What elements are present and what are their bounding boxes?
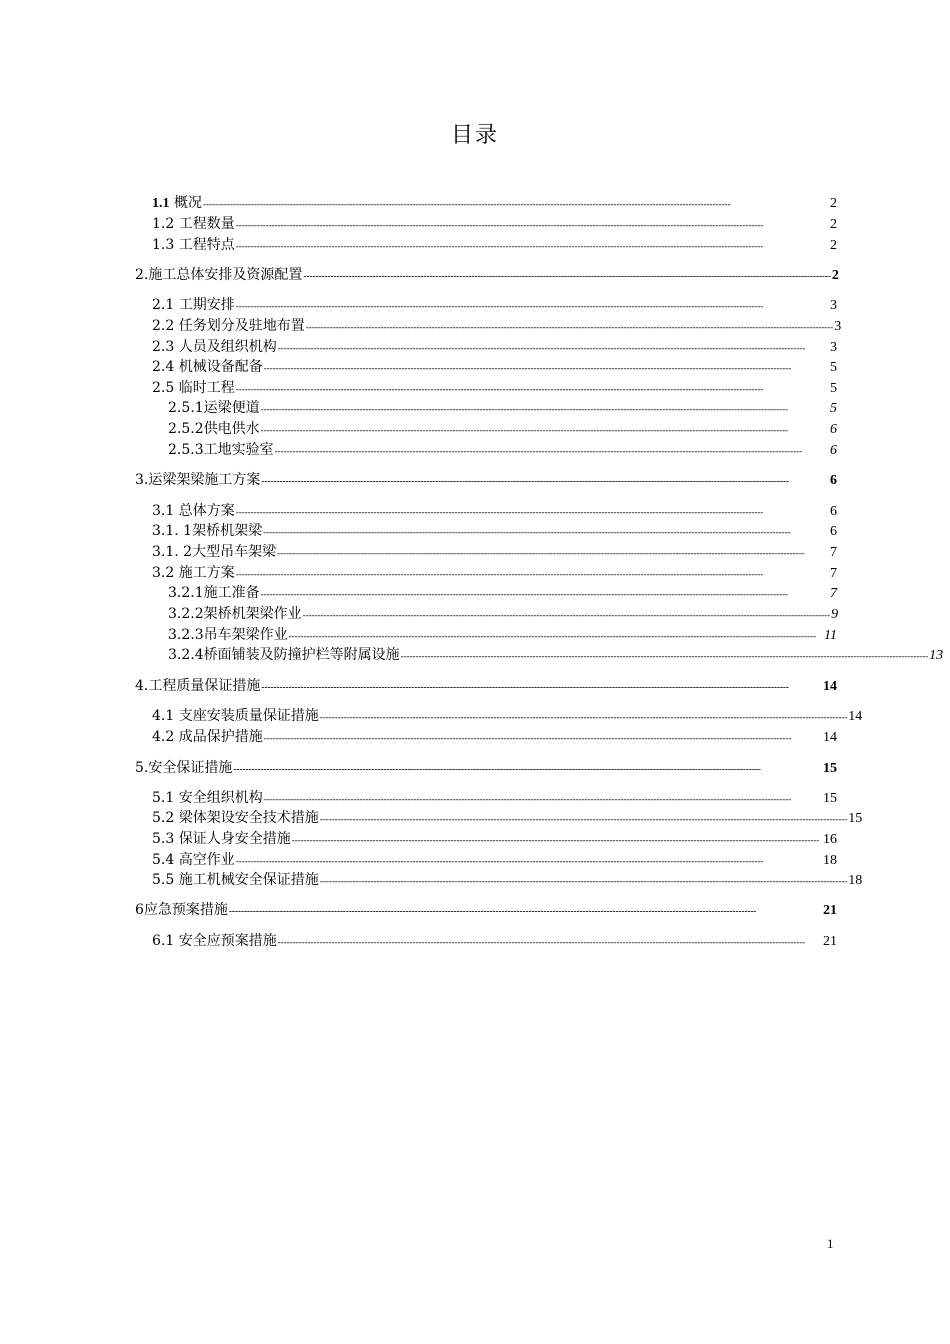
dot-leader: -------------------------------------------------------------------------------------------------------------------------------------------------------------------------------- [277, 548, 805, 558]
toc-entry[interactable] [168, 646, 944, 664]
toc-entry-label: 1.2 工程数量 [152, 216, 235, 232]
page-number: 1 [827, 1236, 834, 1251]
toc-entry-label: 4.1 支座安装质量保证措施 [152, 708, 319, 724]
toc-entry-page: 5 [830, 401, 837, 416]
toc-entry[interactable] [152, 728, 837, 746]
toc-entry-label: 概况 [169, 195, 202, 211]
toc-entry-page: 14 [848, 709, 863, 724]
dot-leader: -------------------------------------------------------------------------------------------------------------------------------------------------------------------------------- [260, 425, 789, 435]
page-title: 目录 [450, 123, 499, 148]
toc-entry-page: 14 [823, 730, 837, 745]
toc-entry-label: 2.3 人员及组织机构 [152, 339, 277, 355]
toc-entry-page: 7 [830, 545, 837, 560]
toc-entry-page: 11 [824, 628, 837, 643]
toc-entry[interactable] [152, 358, 837, 376]
toc-entry-label: 3.运梁架梁施工方案 [135, 472, 261, 488]
dot-leader: -------------------------------------------------------------------------------------------------------------------------------------------------------------------------------- [319, 876, 848, 886]
toc-entry-page: 6 [830, 443, 837, 458]
dot-leader: -------------------------------------------------------------------------------------------------------------------------------------------------------------------------------- [235, 507, 764, 517]
dot-leader: -------------------------------------------------------------------------------------------------------------------------------------------------------------------------------- [202, 199, 731, 209]
toc-chapter[interactable] [135, 266, 837, 284]
toc-entry-page: 7 [830, 586, 837, 601]
toc-entry-page: 7 [830, 566, 837, 581]
dot-leader: -------------------------------------------------------------------------------------------------------------------------------------------------------------------------------- [235, 569, 764, 579]
toc-entry-label: 4.工程质量保证措施 [135, 678, 261, 694]
toc-entry-label: 2.2 任务划分及驻地布置 [152, 318, 305, 334]
dot-leader: -------------------------------------------------------------------------------------------------------------------------------------------------------------------------------- [263, 794, 792, 804]
toc-entry-page: 15 [823, 761, 837, 776]
toc-entry-page: 6 [830, 504, 837, 519]
toc-entry[interactable] [168, 441, 837, 459]
toc-entry[interactable] [152, 338, 837, 356]
toc-entry-label: 6应急预案措施 [135, 902, 228, 918]
toc-entry-label: 2.施工总体安排及资源配置 [135, 267, 303, 283]
toc-entry[interactable] [152, 851, 837, 869]
toc-entry[interactable] [168, 399, 837, 417]
toc-chapter[interactable] [135, 471, 837, 489]
dot-leader: -------------------------------------------------------------------------------------------------------------------------------------------------------------------------------- [233, 764, 761, 774]
toc-entry-label: 2.5.1运梁便道 [168, 400, 260, 416]
toc-entry-page: 16 [823, 832, 837, 847]
toc-entry-label: 2.1 工期安排 [152, 297, 235, 313]
toc-entry-page: 2 [831, 268, 839, 283]
toc-entry-label: 4.2 成品保护措施 [152, 729, 263, 745]
dot-leader: -------------------------------------------------------------------------------------------------------------------------------------------------------------------------------- [235, 241, 764, 251]
toc-chapter[interactable] [135, 759, 837, 777]
toc-entry[interactable] [152, 932, 837, 950]
toc-entry-label: 5.2 梁体架设安全技术措施 [152, 810, 319, 826]
dot-leader: -------------------------------------------------------------------------------------------------------------------------------------------------------------------------------- [263, 363, 792, 373]
toc-entry[interactable] [152, 564, 837, 582]
toc-entry-page: 6 [830, 422, 837, 437]
toc-entry-page: 18 [848, 873, 863, 888]
dot-leader: -------------------------------------------------------------------------------------------------------------------------------------------------------------------------------- [288, 631, 817, 641]
toc-entry[interactable] [152, 522, 837, 540]
toc-entry-page: 5 [830, 381, 837, 396]
toc-entry-label: 5.安全保证措施 [135, 760, 233, 776]
toc-entry[interactable] [168, 605, 837, 623]
dot-leader: -------------------------------------------------------------------------------------------------------------------------------------------------------------------------------- [235, 384, 764, 394]
toc-entry-page: 3 [830, 298, 837, 313]
toc-entry[interactable] [152, 789, 837, 807]
toc-entry-page: 9 [831, 607, 839, 622]
toc-entry-label: 3.2 施工方案 [152, 565, 235, 581]
toc-entry-label: 3.1. 2大型吊车架梁 [152, 544, 277, 560]
toc-entry-page: 18 [823, 853, 837, 868]
dot-leader: -------------------------------------------------------------------------------------------------------------------------------------------------------------------------------- [400, 651, 929, 661]
toc-entry-label: 3.2.4桥面铺装及防撞护栏等附属设施 [168, 647, 400, 663]
dot-leader: -------------------------------------------------------------------------------------------------------------------------------------------------------------------------------- [274, 446, 803, 456]
toc-entry[interactable] [152, 236, 837, 254]
toc-chapter[interactable] [135, 677, 837, 695]
toc-entry-label: 3.1. 1架桥机架梁 [152, 523, 263, 539]
toc-chapter[interactable] [135, 901, 837, 919]
toc-entry-label: 5.4 高空作业 [152, 852, 235, 868]
toc-entry-label: 2.5.2供电供水 [168, 421, 260, 437]
toc-entry[interactable] [168, 626, 837, 644]
dot-leader: -------------------------------------------------------------------------------------------------------------------------------------------------------------------------------- [235, 301, 764, 311]
dot-leader: -------------------------------------------------------------------------------------------------------------------------------------------------------------------------------- [261, 476, 789, 486]
toc-entry[interactable] [152, 707, 863, 725]
toc-entry-page: 21 [823, 934, 837, 949]
dot-leader: -------------------------------------------------------------------------------------------------------------------------------------------------------------------------------- [228, 906, 757, 916]
toc-entry[interactable] [168, 420, 837, 438]
toc-entry-page: 15 [823, 791, 837, 806]
dot-leader: -------------------------------------------------------------------------------------------------------------------------------------------------------------------------------- [305, 322, 834, 332]
toc-entry-page: 2 [830, 217, 837, 232]
toc-entry-page: 2 [830, 238, 837, 253]
dot-leader: -------------------------------------------------------------------------------------------------------------------------------------------------------------------------------- [277, 937, 806, 947]
dot-leader: -------------------------------------------------------------------------------------------------------------------------------------------------------------------------------- [260, 404, 789, 414]
toc-entry-label: 3.1 总体方案 [152, 503, 235, 519]
toc-entry[interactable] [152, 215, 837, 233]
dot-leader: -------------------------------------------------------------------------------------------------------------------------------------------------------------------------------- [260, 589, 789, 599]
dot-leader: -------------------------------------------------------------------------------------------------------------------------------------------------------------------------------- [302, 610, 831, 620]
toc-entry-page: 5 [830, 360, 837, 375]
toc-entry-label: 3.2.2架桥机架梁作业 [168, 606, 302, 622]
toc-entry-page: 3 [830, 340, 837, 355]
toc-entry[interactable] [152, 194, 837, 212]
toc-entry-label: 3.2.1施工准备 [168, 585, 260, 601]
toc-entry-page: 13 [929, 648, 944, 663]
toc-entry[interactable] [152, 379, 837, 397]
dot-leader: -------------------------------------------------------------------------------------------------------------------------------------------------------------------------------- [303, 271, 831, 281]
toc-entry-page: 3 [834, 319, 842, 334]
toc-entry[interactable] [152, 317, 842, 335]
dot-leader: -------------------------------------------------------------------------------------------------------------------------------------------------------------------------------- [319, 814, 848, 824]
toc-entry[interactable] [152, 543, 837, 561]
toc-entry-label: 5.5 施工机械安全保证措施 [152, 872, 319, 888]
toc-entry-label: 1.3 工程特点 [152, 237, 235, 253]
toc-entry-page: 2 [830, 196, 837, 211]
toc-entry-label: 2.5.3工地实验室 [168, 442, 274, 458]
toc-entry-number: 1.1 [152, 196, 170, 211]
toc-entry[interactable] [152, 871, 863, 889]
toc-entry-label: 3.2.3吊车架梁作业 [168, 627, 288, 643]
toc-entry-label: 6.1 安全应预案措施 [152, 933, 277, 949]
toc-entry-page: 21 [823, 903, 837, 918]
dot-leader: -------------------------------------------------------------------------------------------------------------------------------------------------------------------------------- [235, 220, 764, 230]
toc-entry-label: 5.3 保证人身安全措施 [152, 831, 291, 847]
dot-leader: -------------------------------------------------------------------------------------------------------------------------------------------------------------------------------- [261, 682, 789, 692]
dot-leader: -------------------------------------------------------------------------------------------------------------------------------------------------------------------------------- [235, 856, 764, 866]
toc-entry[interactable] [152, 830, 837, 848]
toc-entry[interactable] [152, 296, 837, 314]
toc-entry[interactable] [152, 809, 863, 827]
dot-leader: -------------------------------------------------------------------------------------------------------------------------------------------------------------------------------- [263, 733, 792, 743]
toc-entry-page: 6 [830, 524, 837, 539]
toc-entry-label: 5.1 安全组织机构 [152, 790, 263, 806]
dot-leader: -------------------------------------------------------------------------------------------------------------------------------------------------------------------------------- [277, 343, 806, 353]
toc-entry-label: 2.5 临时工程 [152, 380, 235, 396]
toc-entry-page: 14 [823, 679, 837, 694]
toc-entry-page: 6 [830, 473, 837, 488]
toc-entry-label: 2.4 机械设备配备 [152, 359, 263, 375]
toc-entry-page: 15 [848, 811, 863, 826]
toc-entry[interactable] [168, 584, 837, 602]
dot-leader: -------------------------------------------------------------------------------------------------------------------------------------------------------------------------------- [319, 712, 848, 722]
toc-entry[interactable] [152, 502, 837, 520]
dot-leader: -------------------------------------------------------------------------------------------------------------------------------------------------------------------------------- [291, 835, 820, 845]
dot-leader: -------------------------------------------------------------------------------------------------------------------------------------------------------------------------------- [263, 527, 791, 537]
